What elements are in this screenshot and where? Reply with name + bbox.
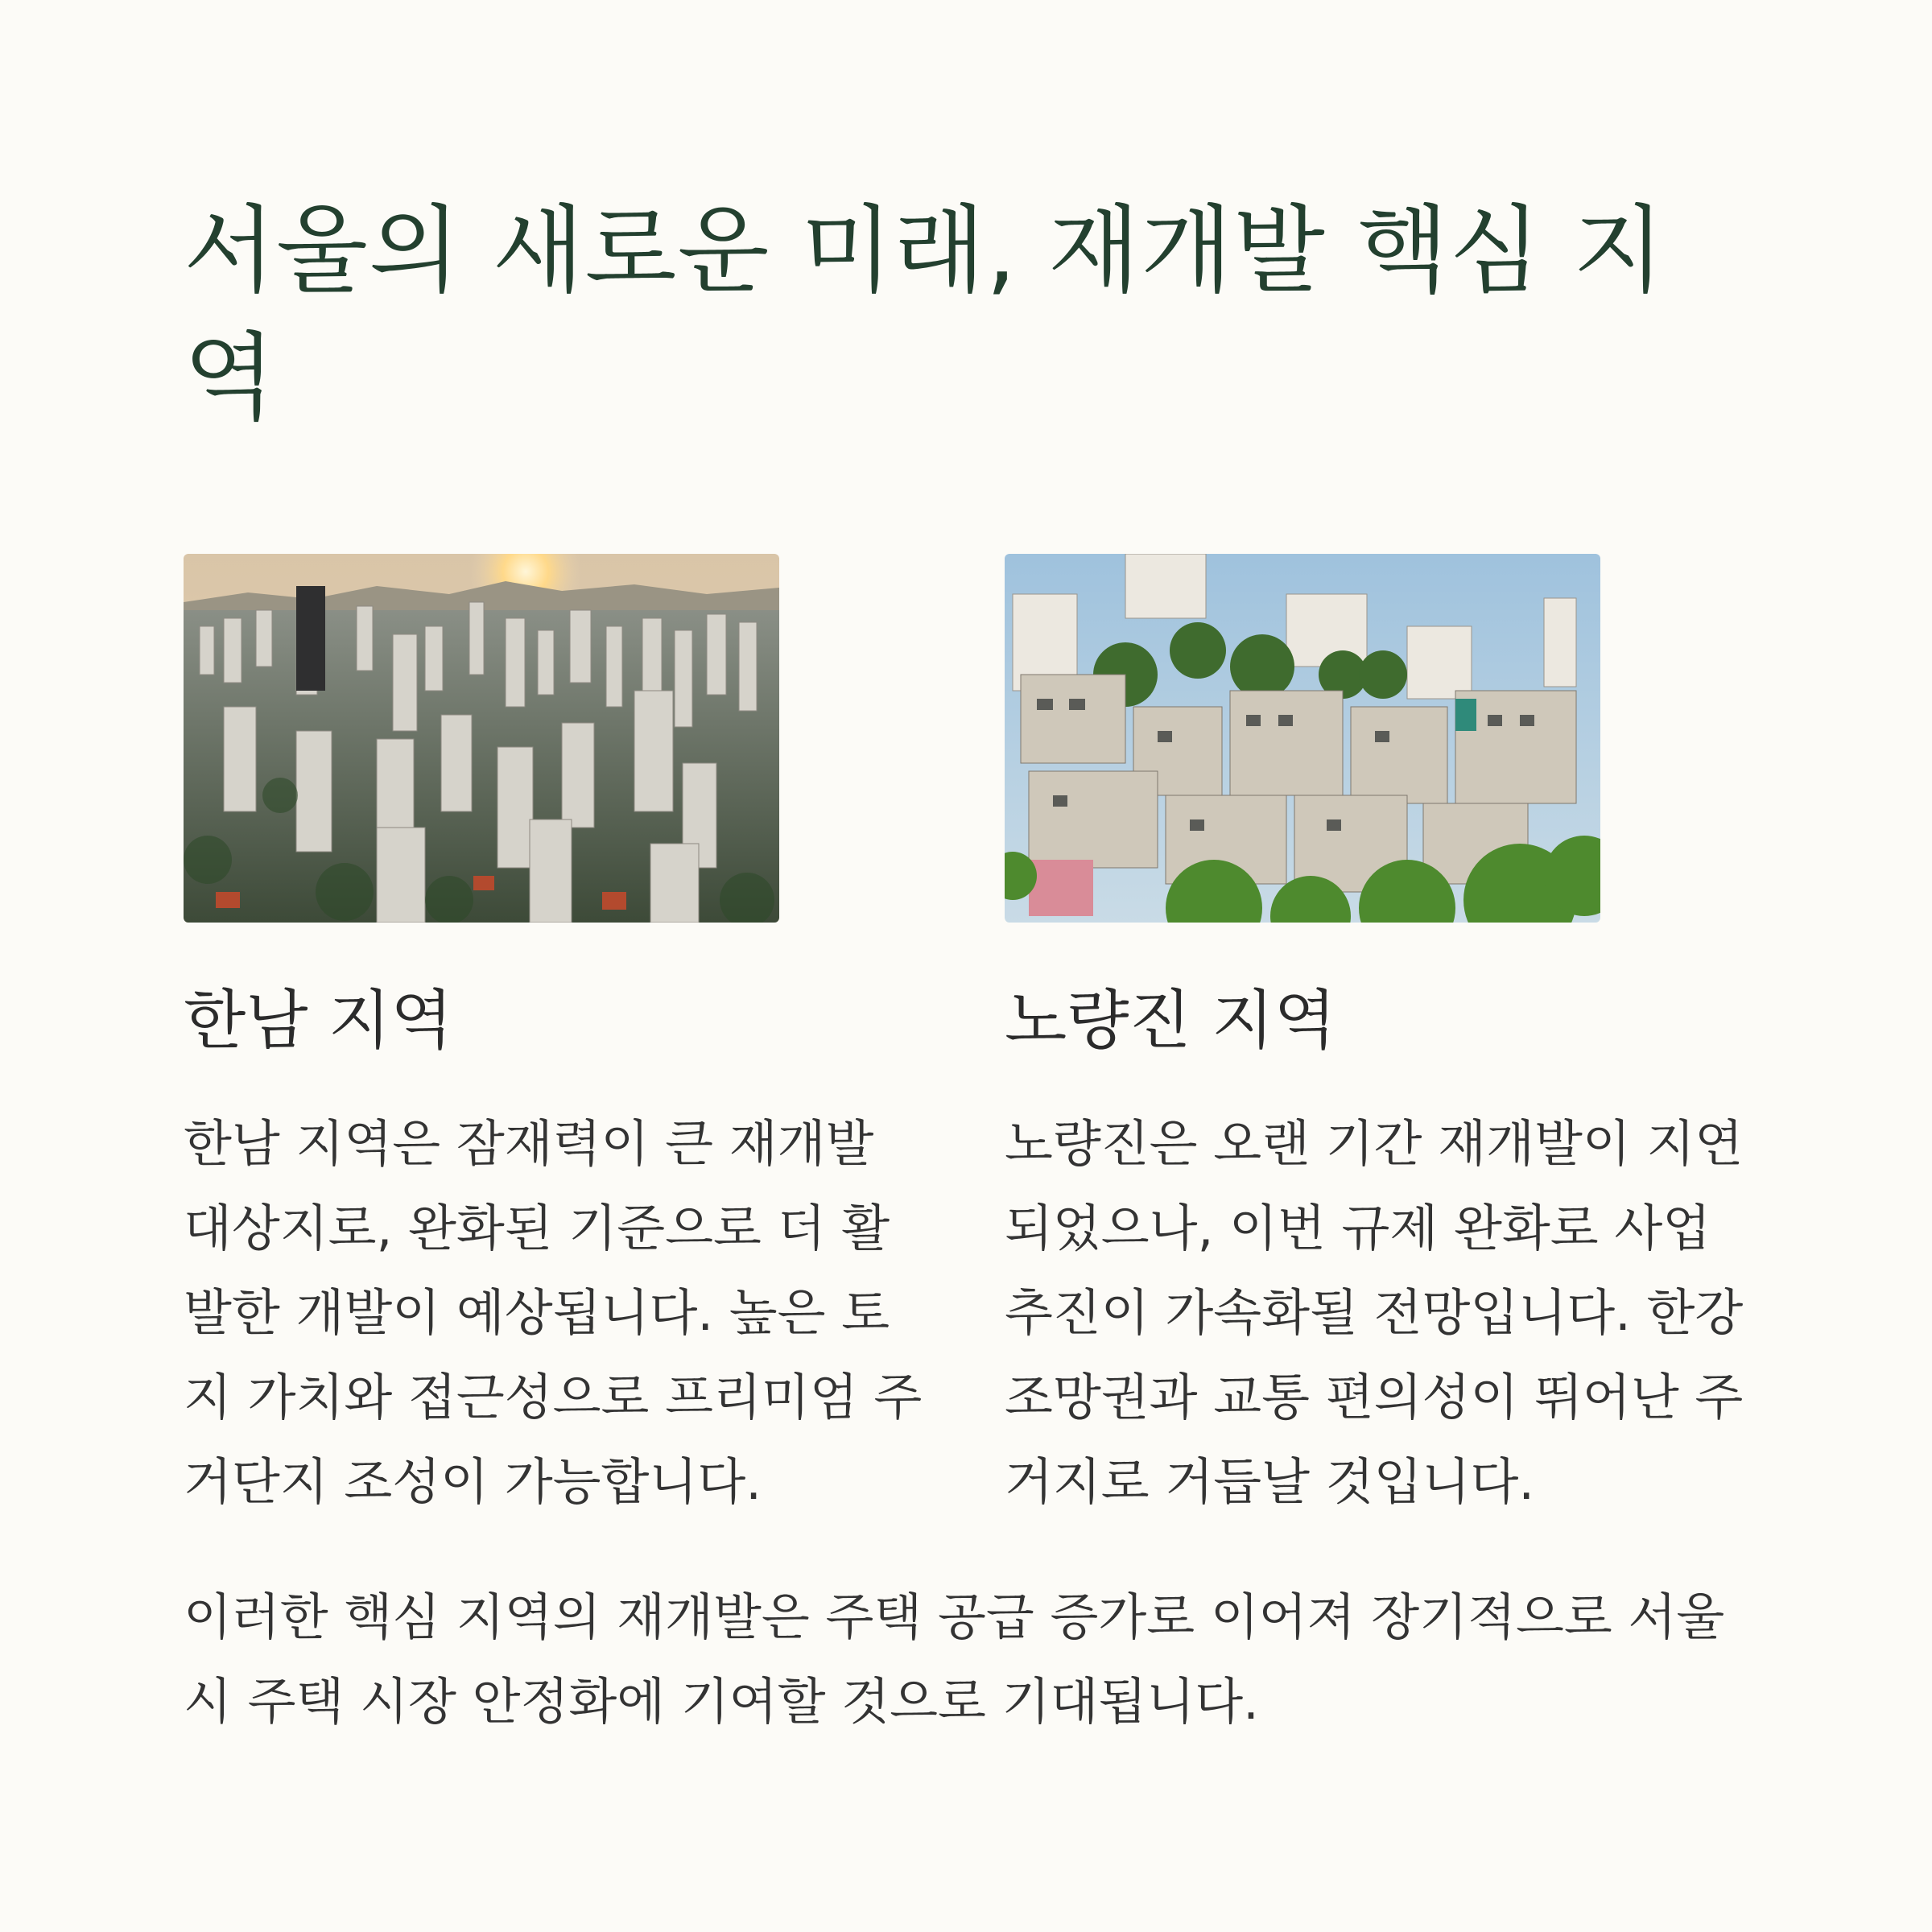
old-hillside-housing-photo — [1005, 554, 1600, 923]
region-card-noryangjin — [1005, 554, 1745, 1511]
region-card-hannam — [184, 554, 924, 1511]
region-title-noryangjin: 노량진 지역 — [1005, 983, 1336, 1058]
region-description-hannam: 한남 지역은 잠재력이 큰 재개발 대상지로, 완화된 기준으로 더 활발한 개발이 예상됩니다. 높은 토지 가치와 접근성으로 프리미엄 주거단지 조성이 가능합니다. — [184, 1114, 923, 1511]
page-title: 서울의 새로운 미래, 재개발 핵심 지역 — [184, 195, 1666, 433]
city-skyline-sunset-photo — [184, 554, 779, 923]
page-container — [184, 0, 1748, 1932]
region-title-hannam: 한남 지역 — [184, 983, 453, 1058]
region-description-noryangjin: 노량진은 오랜 기간 재개발이 지연되었으나, 이번 규제 완화로 사업 추진이 가속화될 전망입니다. 한강 조망권과 교통 편의성이 뛰어난 주거지로 거듭날 것입니다. — [1005, 1114, 1744, 1511]
summary-paragraph: 이러한 핵심 지역의 재개발은 주택 공급 증가로 이어져 장기적으로 서울시 주택 시장 안정화에 기여할 것으로 기대됩니다. — [184, 1587, 1725, 1731]
